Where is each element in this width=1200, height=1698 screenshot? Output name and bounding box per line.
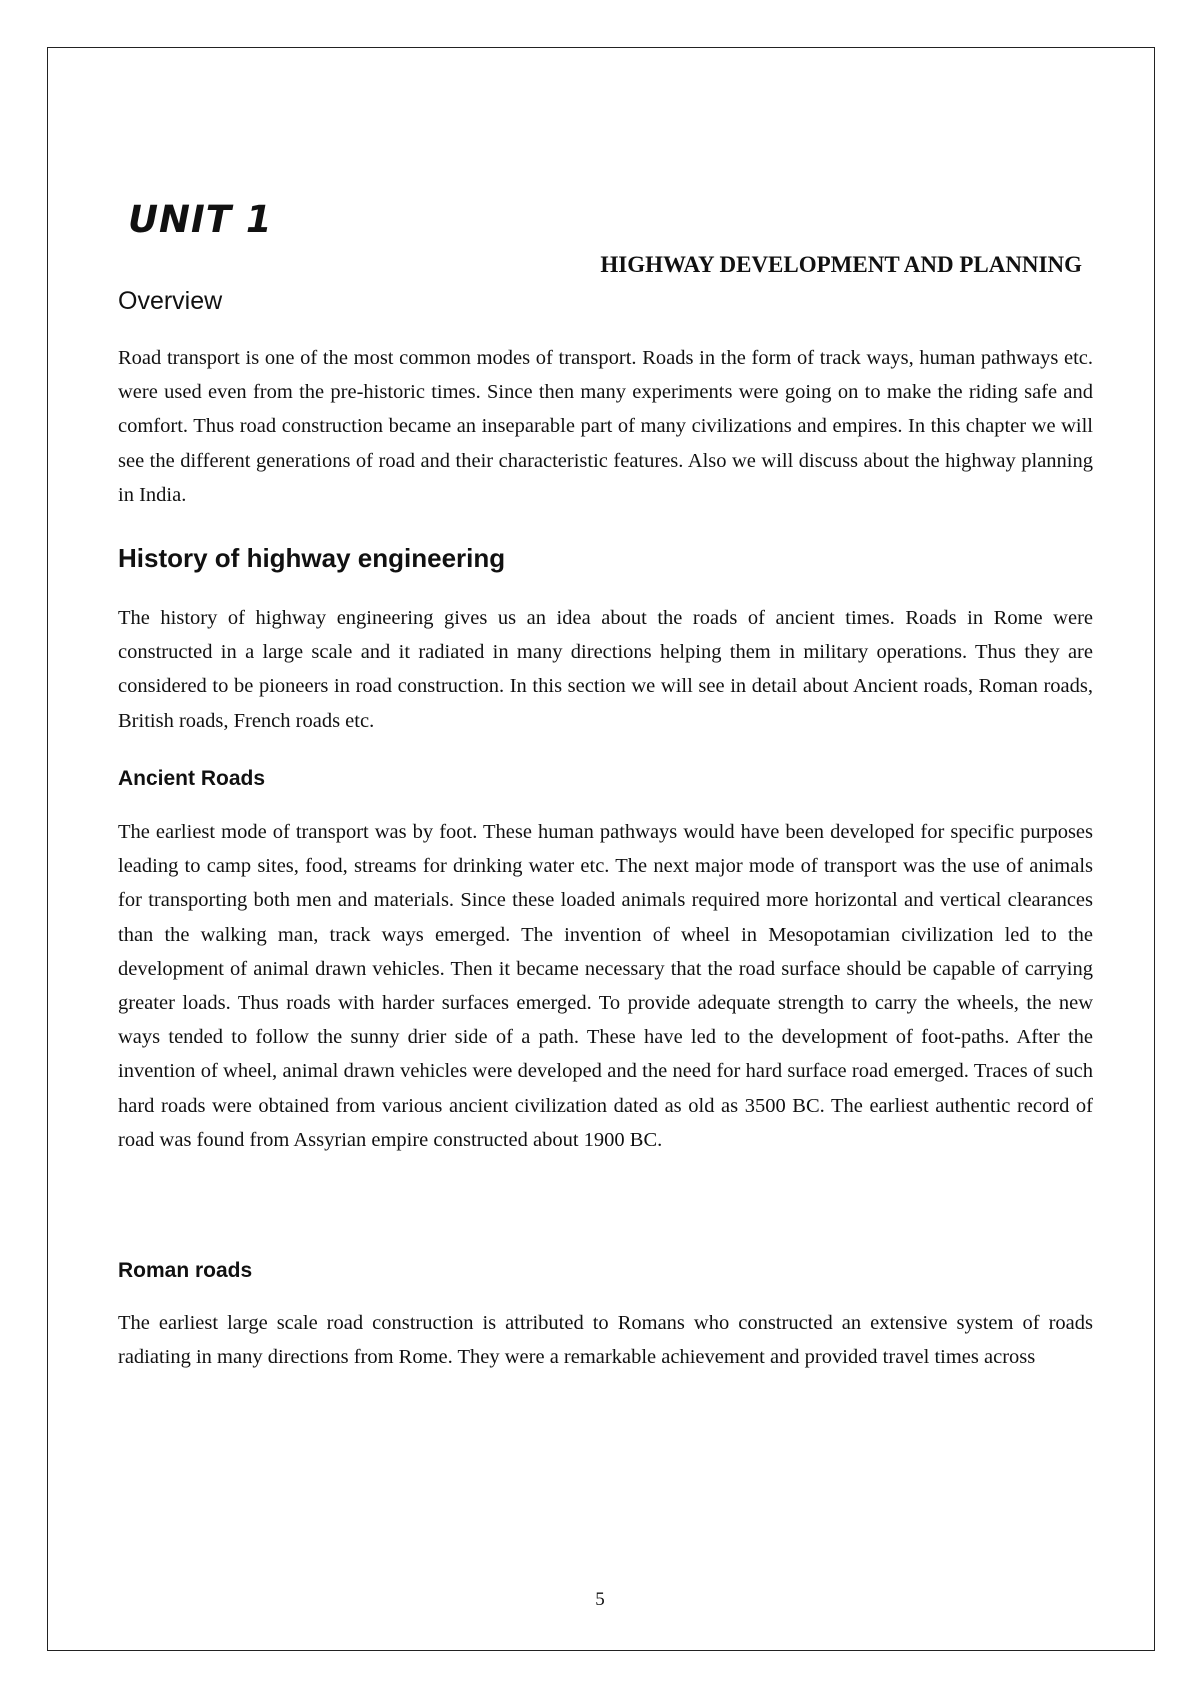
roman-roads-paragraph: The earliest large scale road construction is attributed to Romans who constructed an extensive system of roads radiating in many directions from Rome. They were a remarkable achievement and provided travel times across [118,1312,1093,1369]
roman-roads-heading: Roman roads [118,1259,253,1282]
unit-title: UNIT 1 [128,198,273,241]
chapter-title: HIGHWAY DEVELOPMENT AND PLANNING [600,252,1082,277]
page-number: 5 [595,1589,605,1610]
ancient-roads-paragraph: The earliest mode of transport was by foot. These human pathways would have been developed for specific purposes leading to camp sites, food, streams for drinking water etc. The next major mode of transport was the use of animals for transporting both men and materials. Since these loaded animals required more horizontal and vertical clearances than the walking man, track ways emerged. The invention of wheel in Mesopotamian civilization led to the development of animal drawn vehicles. Then it became necessary that the road surface should be capable of carrying greater loads. Thus roads with harder surfaces emerged. To provide adequate strength to carry the wheels, the new ways tended to follow the sunny drier side of a path. These have led to the development of foot-paths. After the invention of wheel, animal drawn vehicles were developed and the need for hard surface road emerged. Traces of such hard roads were obtained from various ancient civilization dated as old as 3500 BC. The earliest authentic record of road was found from Assyrian empire constructed about 1900 BC. [118,821,1093,1151]
history-heading: History of highway engineering [118,543,506,573]
history-paragraph: The history of highway engineering gives us an idea about the roads of ancient times. Roads in Rome were constructed in a large scale and it radiated in many directions helping them in military operations. Thus they are considered to be pioneers in road construction. In this section we will see in detail about Ancient roads, Roman roads, British roads, French roads etc. [118,607,1093,732]
overview-heading: Overview [118,287,223,315]
ancient-roads-heading: Ancient Roads [118,767,266,790]
overview-paragraph: Road transport is one of the most common modes of transport. Roads in the form of track ways, human pathways etc. were used even from the pre-historic times. Since then many experiments were going on to make the riding safe and comfort. Thus road construction became an inseparable part of many civilizations and empires. In this chapter we will see the different generations of road and their characteristic features. Also we will discuss about the highway planning in India. [118,347,1093,506]
